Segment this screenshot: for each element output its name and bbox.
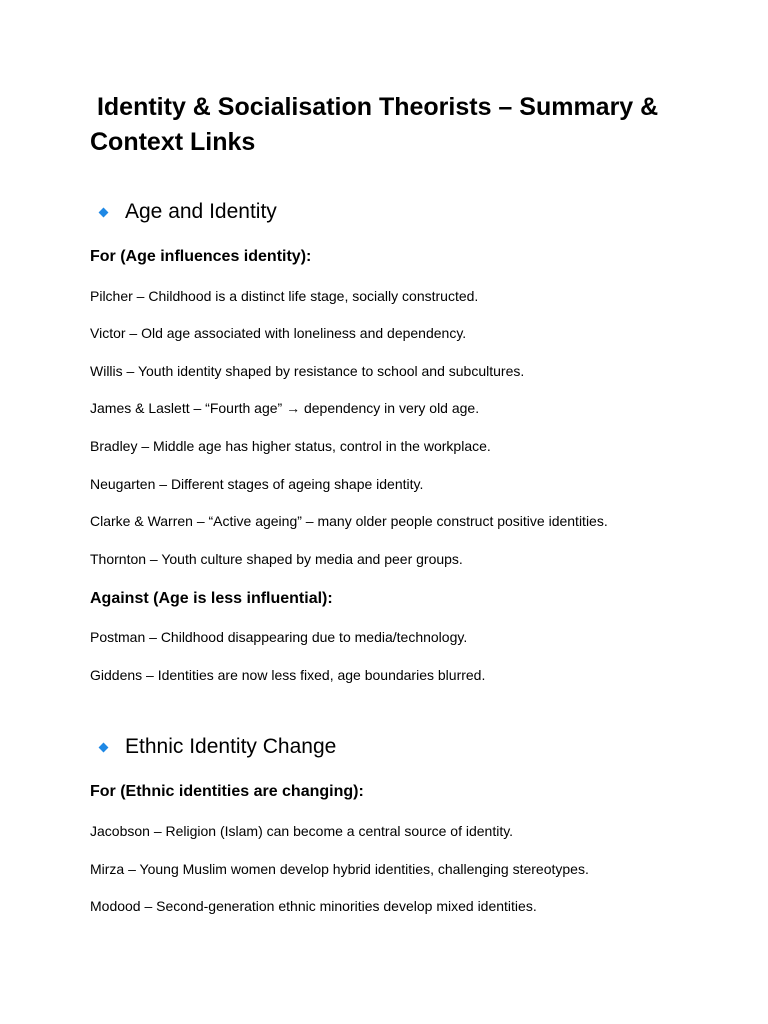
theorist-entry: Victor – Old age associated with loneliness and dependency. — [90, 325, 467, 341]
group-label-for-age: For (Age influences identity): — [90, 248, 312, 265]
theorist-entry: Clarke & Warren – “Active ageing” – many older people construct positive identities. — [90, 513, 608, 529]
section-heading-ethnic-identity — [90, 733, 336, 761]
group-label-for-ethnic: For (Ethnic identities are changing): — [90, 783, 364, 800]
theorist-entry: Mirza – Young Muslim women develop hybrid identities, challenging stereotypes. — [90, 861, 589, 877]
theorist-entry: Postman – Childhood disappearing due to media/technology. — [90, 629, 468, 645]
theorist-entry: James & Laslett – “Fourth age” → dependency in very old age. — [90, 400, 480, 416]
theorist-entry: Bradley – Middle age has higher status, control in the workplace. — [90, 438, 491, 454]
theorist-entry: Modood – Second-generation ethnic minorities develop mixed identities. — [90, 898, 537, 914]
blue-diamond-icon — [99, 207, 109, 217]
theorist-entry: Thornton – Youth culture shaped by media and peer groups. — [90, 551, 463, 567]
document-title: Identity & Socialisation Theorists – Summary & Context Links — [90, 93, 666, 156]
theorist-entry: Giddens – Identities are now less fixed, age boundaries blurred. — [90, 667, 486, 683]
theorist-entry: Pilcher – Childhood is a distinct life stage, socially constructed. — [90, 288, 479, 304]
theorist-entry: Willis – Youth identity shaped by resistance to school and subcultures. — [90, 363, 525, 379]
theorist-entry: Neugarten – Different stages of ageing shape identity. — [90, 476, 424, 492]
theorist-entry: Jacobson – Religion (Islam) can become a central source of identity. — [90, 823, 514, 839]
blue-diamond-icon — [99, 742, 109, 752]
group-label-against-age: Against (Age is less influential): — [90, 590, 333, 607]
section-heading-label: Ethnic Identity Change — [125, 735, 337, 758]
section-heading-age-identity — [90, 198, 277, 226]
section-heading-label: Age and Identity — [125, 200, 277, 223]
